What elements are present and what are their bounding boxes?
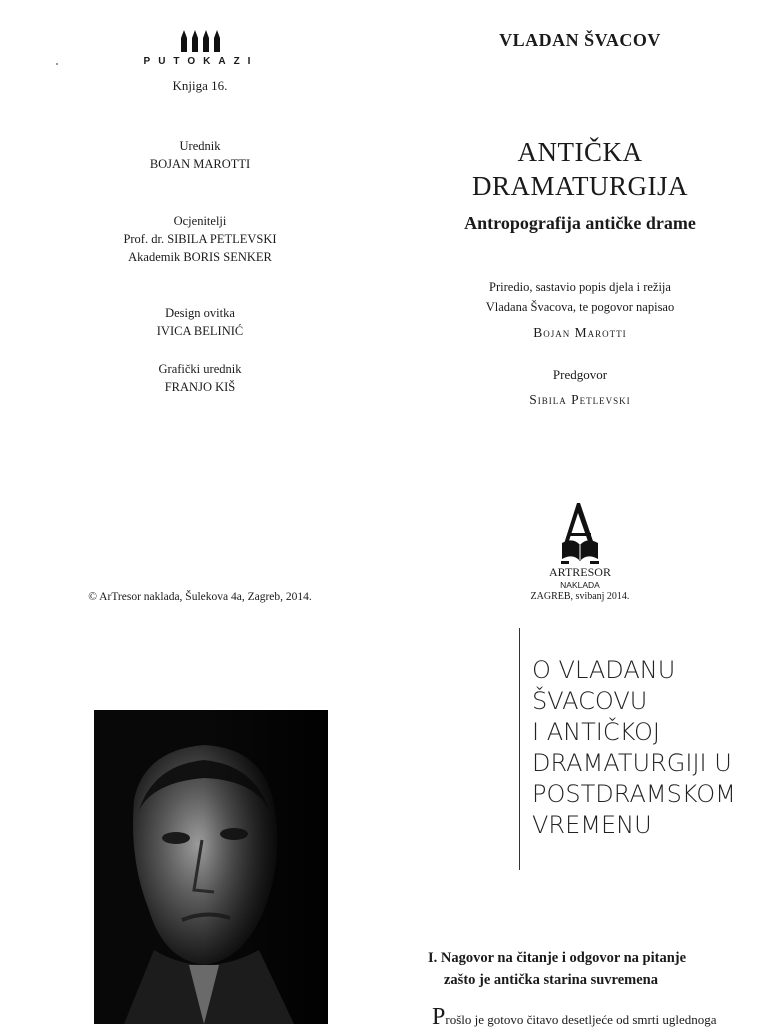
publisher-place-date: ZAGREB, svibanj 2014. [530, 591, 630, 602]
artresor-logo-icon [557, 503, 603, 565]
graphic-editor-block [60, 360, 340, 396]
essay-title [532, 655, 762, 841]
editor-name: BOJAN MAROTTI [149, 157, 251, 171]
essay-title-line: I ANTIČKOJ [532, 718, 660, 746]
page-speck [56, 63, 58, 65]
cover-designer: IVICA BELINIĆ [156, 324, 244, 338]
reviewer-1: Prof. dr. SIBILA PETLEVSKI [123, 232, 277, 246]
essay-title-line: O VLADANU [532, 656, 676, 684]
essay-title-line: ŠVACOVU [532, 687, 648, 715]
reviewers-block [60, 212, 340, 266]
prepared-by-name: Bojan Marotti [533, 325, 627, 340]
reviewers-label: Ocjenitelji [173, 214, 227, 228]
editor-block [60, 137, 340, 173]
drop-cap: P [432, 1004, 446, 1030]
author-portrait-photo [94, 710, 328, 1024]
cover-design-block [60, 304, 340, 340]
editor-label: Urednik [179, 139, 221, 153]
book-title-line-2: DRAMATURGIJA [471, 171, 688, 201]
graphic-editor-label: Grafički urednik [158, 362, 242, 376]
section-heading-line-2: zašto je antička starina suvremena [444, 972, 658, 988]
body-text: rošlo je gotovo čitavo desetljeće od smrti uglednoga [445, 1012, 717, 1027]
copyright-line: © ArTresor naklada, Šulekova 4a, Zagreb, 2014. [88, 591, 312, 603]
book-title-line-1: ANTIČKA [517, 137, 643, 167]
author-name: VLADAN ŠVACOV [499, 30, 661, 50]
series-name: PUTOKAZI [143, 56, 259, 67]
graphic-editor-name: FRANJO KIŠ [164, 380, 236, 394]
section-heading-line-1: I. Nagovor na čitanje i odgovor na pitanje [428, 950, 687, 966]
putokazi-logo-icon [179, 30, 223, 52]
cover-design-label: Design ovitka [165, 306, 235, 320]
reviewer-2: Akademik BORIS SENKER [128, 250, 272, 264]
essay-title-line: DRAMATURGIJI U [532, 749, 732, 777]
foreword-label: Predgovor [552, 367, 608, 382]
publisher-name: ARTRESOR [549, 565, 611, 579]
book-subtitle: Antropografija antičke drame [464, 213, 696, 233]
foreword-author: Sibila Petlevski [529, 392, 631, 407]
book-number: Knjiga 16. [172, 78, 228, 93]
body-text-start [432, 1004, 762, 1031]
publisher-sub: NAKLADA [560, 580, 600, 590]
prepared-by-line-2: Vladana Švacova, te pogovor napisao [485, 300, 675, 314]
vertical-rule [519, 628, 520, 870]
essay-title-line: POSTDRAMSKOM [532, 780, 736, 808]
prepared-by-line-1: Priredio, sastavio popis djela i režija [489, 280, 671, 294]
essay-title-line: VREMENU [532, 811, 652, 839]
